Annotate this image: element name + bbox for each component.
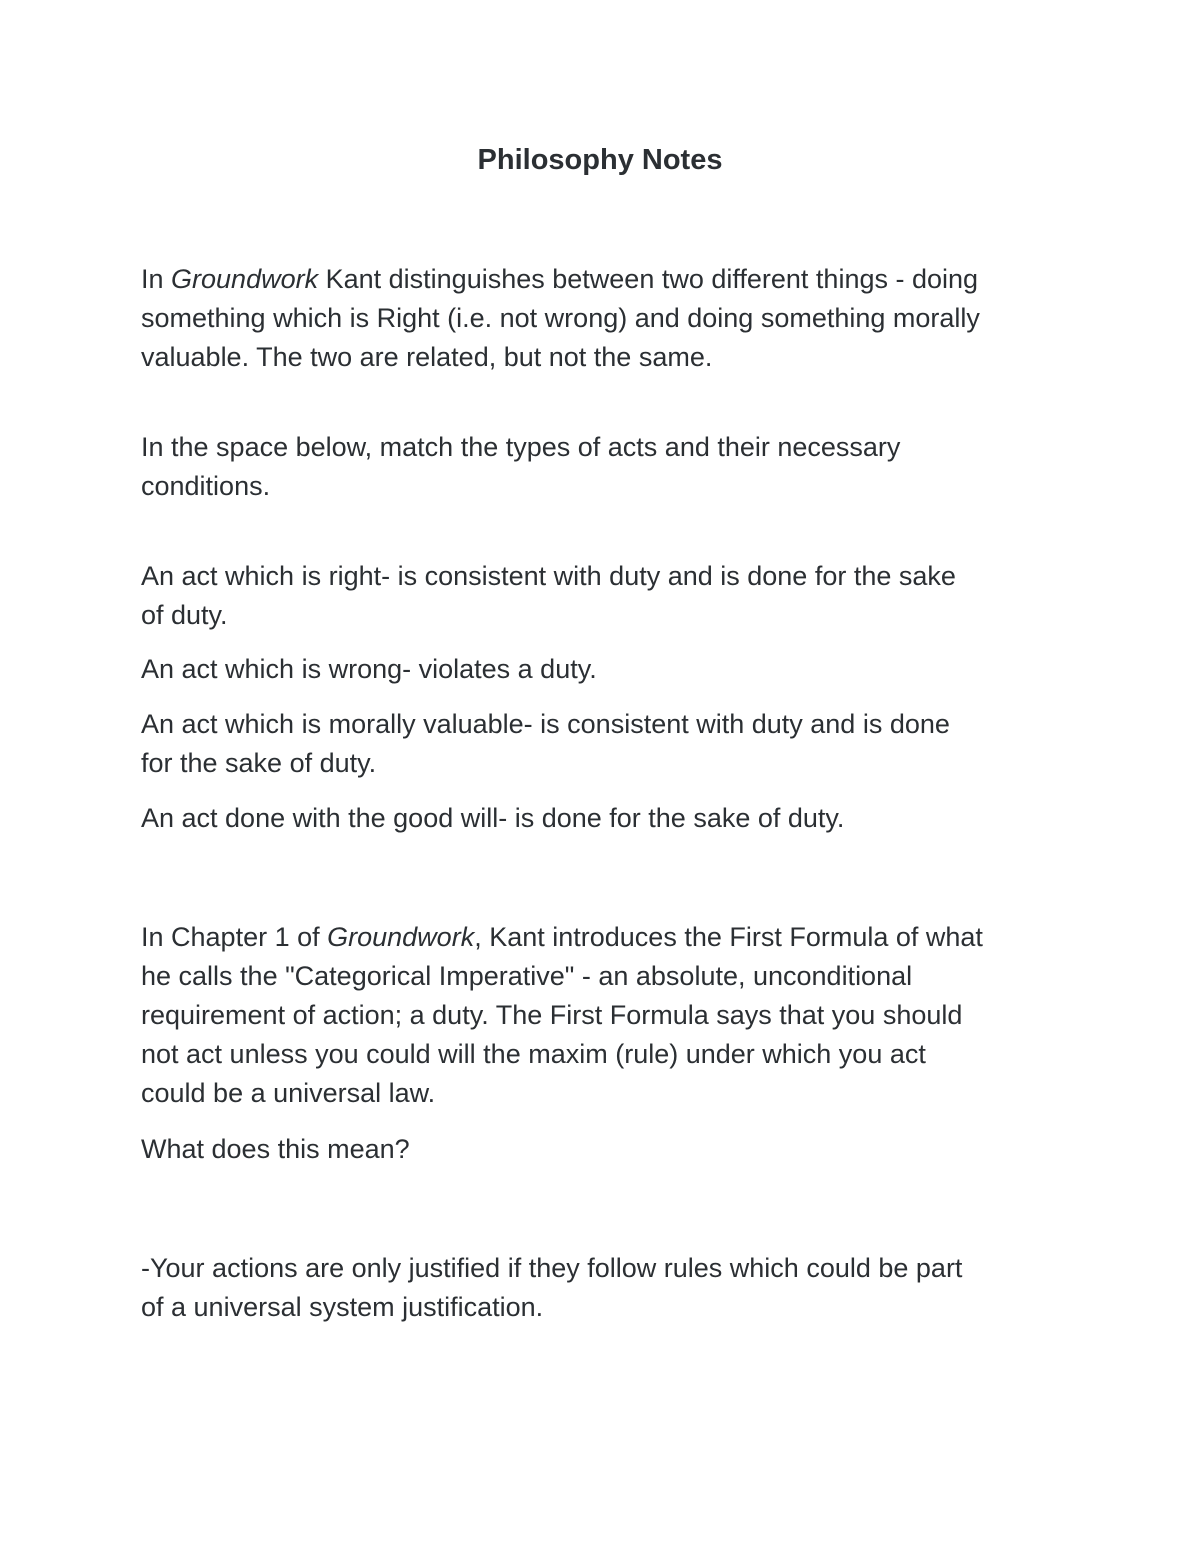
paragraph-groundwork-intro [141,260,1071,377]
book-title-groundwork: Groundwork [171,264,319,294]
paragraph-question [141,1130,1071,1169]
paragraph-act-good-will [141,799,1071,838]
text-line: valuable. The two are related, but not the same. [141,342,713,372]
page-title: Philosophy Notes [477,144,723,176]
paragraph-act-morally-valuable [141,705,1071,783]
text-line: he calls the "Categorical Imperative" - an absolute, unconditional [141,961,913,991]
text-line: conditions. [141,471,271,501]
book-title-groundwork: Groundwork [327,922,475,952]
text-line: In Chapter 1 of Groundwork, Kant introduces the First Formula of what [141,922,983,952]
text-line: of duty. [141,600,228,630]
text-line: An act done with the good will- is done for the sake of duty. [141,803,845,833]
paragraph-answer [141,1249,1071,1327]
paragraph-act-right [141,557,1071,635]
text-line: An act which is wrong- violates a duty. [141,654,597,684]
text-line: In Groundwork Kant distinguishes between two different things - doing [141,264,979,294]
text-line: for the sake of duty. [141,748,377,778]
text-line: -Your actions are only justified if they follow rules which could be part [141,1253,963,1283]
text-line: of a universal system justification. [141,1292,544,1322]
text-line: What does this mean? [141,1134,410,1164]
text-line: An act which is morally valuable- is consistent with duty and is done [141,709,950,739]
text-line: could be a universal law. [141,1078,436,1108]
text-line: An act which is right- is consistent with duty and is done for the sake [141,561,956,591]
paragraph-instructions [141,428,1071,506]
text-line: something which is Right (i.e. not wrong) and doing something morally [141,303,980,333]
paragraph-categorical-imperative [141,918,1071,1113]
text-line: not act unless you could will the maxim (rule) under which you act [141,1039,926,1069]
text-line: In the space below, match the types of acts and their necessary [141,432,901,462]
paragraph-act-wrong [141,650,1071,689]
text-line: requirement of action; a duty. The First Formula says that you should [141,1000,963,1030]
